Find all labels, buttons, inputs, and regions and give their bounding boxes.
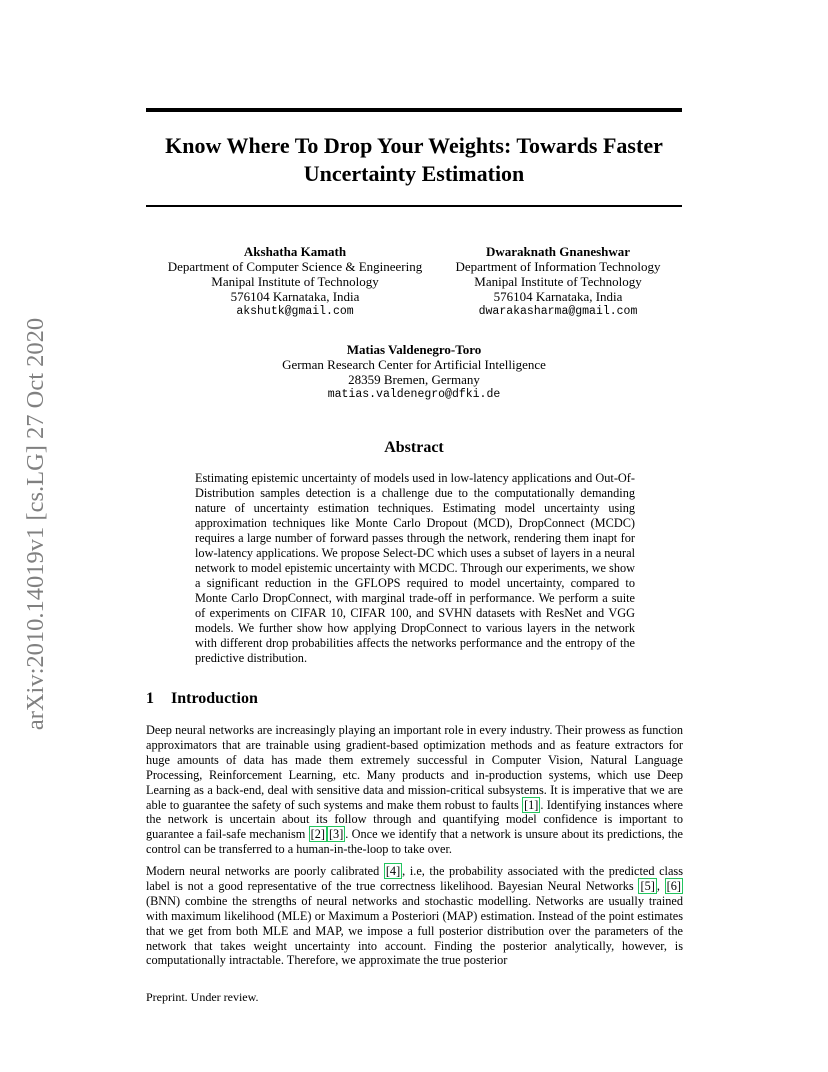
author-address: 576104 Karnataka, India <box>230 289 360 304</box>
title-line-2: Uncertainty Estimation <box>303 161 525 186</box>
abstract-heading: Abstract <box>384 439 444 456</box>
author-institution: German Research Center for Artificial Intelligence <box>282 357 546 372</box>
author-email[interactable]: akshutk@gmail.com <box>236 305 354 318</box>
intro-paragraph-2 <box>146 864 683 968</box>
author-name: Matias Valdenegro-Toro <box>346 342 482 357</box>
author-institution: Manipal Institute of Technology <box>474 274 642 289</box>
paragraph-text: . Identifying instances where the network is uncertain about its follow through and quantifying model confidence is important to guarantee a fail-safe mechanism <box>146 797 683 842</box>
author-address: 28359 Bremen, Germany <box>348 372 480 387</box>
title-bottom-rule <box>146 205 682 207</box>
arxiv-identifier-text: arXiv:2010.14019v1 [cs.LG] 27 Oct 2020 <box>22 317 49 731</box>
paragraph-text: . Once we identify that a network is unsure about its predictions, the control can be transferred to a human-in-the-loop to take over. <box>146 827 683 857</box>
paragraph-text: , <box>656 878 665 893</box>
author-email[interactable]: dwarakasharma@gmail.com <box>478 305 638 318</box>
author-department: Department of Information Technology <box>455 259 661 274</box>
citation-link[interactable]: [3] <box>328 827 344 842</box>
author-department: Department of Computer Science & Engineering <box>167 259 423 274</box>
arxiv-identifier <box>21 289 51 759</box>
author-block-3 <box>214 342 614 402</box>
author-address: 576104 Karnataka, India <box>493 289 623 304</box>
intro-paragraph-1 <box>146 723 683 857</box>
section-heading <box>146 689 258 709</box>
abstract-text: Estimating epistemic uncertainty of models used in low-latency applications and Out-Of-Distribution samples detection is a challenge due to the computationally demanding nature of uncertainty estimation techniques. Estimating model uncertainty using approximation techniques like Monte Carlo Dropout (MCD), DropConnect (MCDC) requires a large number of forward passes through the network, rendering them inapt for low-latency applications. We propose Select-DC which uses a subset of layers in a neural network to model epistemic uncertainty with MCDC. Through our experiments, we show a significant reduction in the GFLOPS required to model uncertainty, compared to Monte Carlo DropConnect, with marginal trade-off in performance. We perform a suite of experiments on CIFAR 10, CIFAR 100, and SVHN datasets with ResNet and VGG models. We further show how applying DropConnect to various layers in the network with different drop probabilities affects the networks performance and the entropy of the predictive distribution. <box>195 471 635 665</box>
citation-link[interactable]: [4] <box>385 864 401 878</box>
author-block-1 <box>150 244 440 319</box>
section-title: Introduction <box>171 690 258 707</box>
title-top-rule <box>146 108 682 112</box>
citation-link[interactable]: [6] <box>666 878 681 893</box>
preprint-footer: Preprint. Under review. <box>146 990 259 1004</box>
author-block-2 <box>440 244 676 319</box>
author-institution: Manipal Institute of Technology <box>211 274 379 289</box>
citation-link[interactable]: [5] <box>640 878 655 893</box>
paragraph-text: Deep neural networks are increasingly playing an important role in every industry. Their prowess as function approximators that are trainable using gradient-based optimization methods and as feature extractors for huge amounts of data has made them extremely successful in Computer Vision, Natural Language Processing, Reinforcement Learning, etc. Many products and in-production systems, which use Deep Learning as a back-end, deal with sensitive data and mission-critical subsystems. It is imperative that we are able to guarantee the safety of such systems and make them robust to faults <box>146 723 683 812</box>
paragraph-text: Modern neural networks are poorly calibrated <box>146 864 384 878</box>
title-line-1: Know Where To Drop Your Weights: Towards Faster <box>165 133 663 158</box>
citation-link[interactable]: [1] <box>524 797 539 812</box>
author-name: Akshatha Kamath <box>243 244 347 259</box>
paragraph-text: , i.e, the probability associated with the predicted class label is not a good representative of the true correctness likelihood. Bayesian Neural Networks <box>146 864 683 893</box>
paragraph-text: (BNN) combine the strengths of neural networks and stochastic modelling. Networks are usually trained with maximum likelihood (MLE) or Maximum a Posteriori (MAP) estimation. Instead of the point estimates that we get from both MLE and MAP, we impose a full posterior distribution over the parameters of the network that takes weight uncertainty into account. Finding the posterior analytically, however, is computationally intractable. Therefore, we approximate the true posterior <box>146 893 683 968</box>
citation-link[interactable]: [2] <box>310 827 325 842</box>
section-number: 1 <box>146 690 154 707</box>
paper-title <box>146 132 682 188</box>
author-email[interactable]: matias.valdenegro@dfki.de <box>327 388 501 401</box>
author-name: Dwaraknath Gnaneshwar <box>485 244 631 259</box>
